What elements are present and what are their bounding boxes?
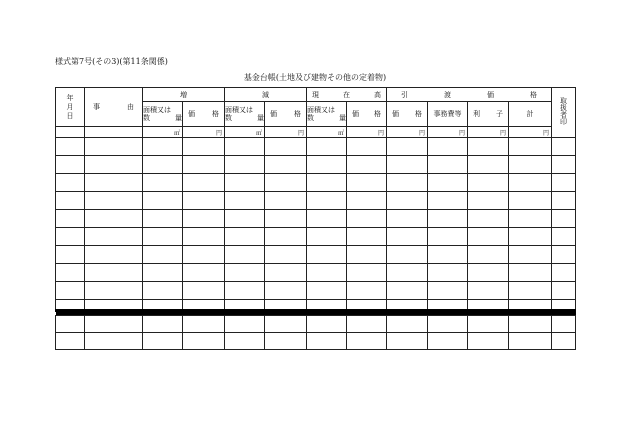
date-cell[interactable] (56, 127, 85, 138)
ledger-cell[interactable] (143, 228, 183, 246)
ledger-cell[interactable] (428, 264, 468, 282)
ledger-cell[interactable] (347, 300, 387, 311)
ledger-cell[interactable] (347, 174, 387, 192)
ledger-cell[interactable] (509, 210, 552, 228)
ledger-cell[interactable] (85, 138, 143, 156)
ledger-cell[interactable] (468, 210, 509, 228)
ledger-cell[interactable] (509, 246, 552, 264)
table-row (56, 246, 576, 264)
ledger-cell[interactable] (428, 138, 468, 156)
ledger-cell[interactable] (552, 264, 576, 282)
ledger-cell[interactable] (552, 333, 576, 350)
ledger-cell[interactable] (183, 156, 225, 174)
ledger-cell[interactable] (428, 156, 468, 174)
table-row (56, 228, 576, 246)
ledger-cell[interactable] (265, 300, 307, 311)
ledger-cell[interactable] (428, 316, 468, 333)
ledger-cell[interactable] (347, 192, 387, 210)
ledger-cell[interactable] (347, 246, 387, 264)
ledger-cell[interactable] (347, 264, 387, 282)
ledger-cell[interactable] (183, 174, 225, 192)
ledger-cell[interactable] (552, 174, 576, 192)
ledger-cell[interactable] (387, 316, 428, 333)
ledger-cell[interactable] (509, 192, 552, 210)
reason-cell[interactable] (85, 127, 143, 138)
ledger-cell[interactable] (143, 333, 183, 350)
ledger-cell[interactable] (85, 246, 143, 264)
table-row (56, 264, 576, 282)
ledger-cell[interactable] (56, 174, 85, 192)
ledger-cell[interactable] (225, 264, 265, 282)
ledger-cell[interactable] (143, 246, 183, 264)
ledger-cell[interactable] (225, 282, 265, 300)
table-row (56, 156, 576, 174)
ledger-cell[interactable] (265, 192, 307, 210)
ledger-cell[interactable] (509, 156, 552, 174)
ledger-cell[interactable] (56, 192, 85, 210)
transfer-price-header: 引 渡 価 格 (387, 88, 552, 102)
ledger-cell[interactable] (307, 192, 347, 210)
ledger-cell[interactable] (143, 282, 183, 300)
header-row-1 (56, 88, 576, 102)
ledger-cell[interactable] (225, 210, 265, 228)
ledger-cell[interactable] (183, 316, 225, 333)
ledger-cell[interactable] (509, 300, 552, 311)
ledger-cell[interactable] (225, 156, 265, 174)
ledger-cell[interactable] (225, 333, 265, 350)
ledger-cell[interactable] (183, 333, 225, 350)
ledger-cell[interactable] (552, 316, 576, 333)
ledger-cell[interactable] (387, 210, 428, 228)
ledger-cell[interactable] (552, 156, 576, 174)
ledger-cell[interactable] (183, 138, 225, 156)
ledger-cell[interactable] (143, 300, 183, 311)
ledger-cell[interactable] (265, 264, 307, 282)
ledger-cell[interactable] (428, 210, 468, 228)
ledger-cell[interactable] (85, 300, 143, 311)
ledger-cell[interactable] (143, 156, 183, 174)
ledger-cell[interactable] (552, 192, 576, 210)
ledger-cell[interactable] (307, 138, 347, 156)
ledger-cell[interactable] (387, 264, 428, 282)
fees-unit[interactable]: 円 (428, 127, 468, 138)
current-price-header: 価 格 (347, 102, 387, 127)
table-row (56, 316, 576, 333)
ledger-cell[interactable] (468, 192, 509, 210)
ledger-cell[interactable] (552, 228, 576, 246)
ledger-cell[interactable] (56, 333, 85, 350)
ledger-cell[interactable] (307, 156, 347, 174)
date-header: 年 月 日 (56, 88, 85, 127)
ledger-cell[interactable] (143, 138, 183, 156)
table-row (56, 282, 576, 300)
reason-header: 事 由 (85, 88, 143, 127)
ledger-cell[interactable] (265, 210, 307, 228)
ledger-cell[interactable] (468, 138, 509, 156)
ledger-cell[interactable] (265, 174, 307, 192)
ledger-cell[interactable] (265, 333, 307, 350)
ledger-cell[interactable] (307, 333, 347, 350)
ledger-cell[interactable] (225, 138, 265, 156)
ledger-cell[interactable] (347, 210, 387, 228)
increase-header: 増 (143, 88, 225, 102)
decrease-price-header: 価 格 (265, 102, 307, 127)
table-row (56, 300, 576, 311)
ledger-cell[interactable] (143, 210, 183, 228)
ledger-cell[interactable] (387, 282, 428, 300)
increase-price-header: 価 格 (183, 102, 225, 127)
ledger-cell[interactable] (347, 138, 387, 156)
ledger-cell[interactable] (265, 282, 307, 300)
interest-unit[interactable]: 円 (468, 127, 509, 138)
ledger-cell[interactable] (183, 192, 225, 210)
ledger-title: 基金台帳(土地及び建物その他の定着物) (243, 73, 387, 82)
ledger-cell[interactable] (225, 174, 265, 192)
ledger-cell[interactable] (183, 264, 225, 282)
ledger-cell[interactable] (428, 300, 468, 311)
ledger-cell[interactable] (428, 192, 468, 210)
ledger-cell[interactable] (56, 264, 85, 282)
ledger-cell[interactable] (85, 210, 143, 228)
ledger-cell[interactable] (85, 192, 143, 210)
ledger-cell[interactable] (468, 174, 509, 192)
ledger-cell[interactable] (307, 300, 347, 311)
ledger-cell[interactable] (225, 246, 265, 264)
ledger-cell[interactable] (509, 174, 552, 192)
ledger-cell[interactable] (509, 282, 552, 300)
ledger-cell[interactable] (183, 246, 225, 264)
form-number: 様式第7号(その3)(第11条関係) (55, 57, 168, 66)
ledger-cell[interactable] (428, 246, 468, 264)
ledger-cell[interactable] (265, 228, 307, 246)
ledger-cell[interactable] (468, 282, 509, 300)
handler-seal-header: 取扱者印 (552, 88, 576, 138)
ledger-cell[interactable] (56, 300, 85, 311)
ledger-cell[interactable] (428, 333, 468, 350)
ledger-cell[interactable] (56, 156, 85, 174)
ledger-cell[interactable] (265, 316, 307, 333)
ledger-cell[interactable] (183, 300, 225, 311)
current-balance-header: 現 在 高 (307, 88, 387, 102)
ledger-cell[interactable] (468, 300, 509, 311)
ledger-cell[interactable] (183, 228, 225, 246)
ledger-cell[interactable] (428, 282, 468, 300)
unit-row (56, 127, 576, 138)
ledger-cell[interactable] (428, 174, 468, 192)
table-row (56, 333, 576, 350)
ledger-cell[interactable] (85, 264, 143, 282)
ledger-cell[interactable] (143, 316, 183, 333)
interest-header: 利 子 (468, 102, 509, 127)
increase-area-unit[interactable]: ㎡ (143, 127, 183, 138)
ledger-cell[interactable] (307, 228, 347, 246)
ledger-cell[interactable] (56, 282, 85, 300)
ledger-cell[interactable] (468, 246, 509, 264)
decrease-header: 減 (225, 88, 307, 102)
ledger-cell[interactable] (307, 316, 347, 333)
fees-header: 事務費等 (428, 102, 468, 127)
ledger-cell[interactable] (509, 138, 552, 156)
ledger-cell[interactable] (347, 333, 387, 350)
ledger-cell[interactable] (56, 210, 85, 228)
increase-price-unit[interactable]: 円 (183, 127, 225, 138)
ledger-cell[interactable] (347, 228, 387, 246)
decrease-area-header: 面積又は 数 量 (225, 102, 265, 127)
ledger-cell[interactable] (307, 264, 347, 282)
ledger-cell[interactable] (509, 264, 552, 282)
ledger-cell[interactable] (552, 282, 576, 300)
ledger-cell[interactable] (143, 174, 183, 192)
increase-area-header: 面積又は 数 量 (143, 102, 183, 127)
ledger-cell[interactable] (56, 228, 85, 246)
ledger-cell[interactable] (347, 316, 387, 333)
transfer-price-col-header: 価 格 (387, 102, 428, 127)
ledger-cell[interactable] (387, 156, 428, 174)
ledger-cell[interactable] (85, 174, 143, 192)
ledger-cell[interactable] (468, 316, 509, 333)
ledger-cell[interactable] (552, 300, 576, 311)
ledger-cell[interactable] (509, 228, 552, 246)
ledger-cell[interactable] (265, 246, 307, 264)
ledger-cell[interactable] (307, 282, 347, 300)
ledger-cell[interactable] (347, 156, 387, 174)
decrease-price-unit[interactable]: 円 (265, 127, 307, 138)
ledger-cell[interactable] (552, 246, 576, 264)
ledger-cell[interactable] (387, 246, 428, 264)
ledger-cell[interactable] (265, 138, 307, 156)
ledger-cell[interactable] (85, 282, 143, 300)
ledger-cell[interactable] (307, 174, 347, 192)
ledger-cell[interactable] (265, 156, 307, 174)
ledger-cell[interactable] (225, 316, 265, 333)
table-row (56, 192, 576, 210)
ledger-cell[interactable] (387, 333, 428, 350)
ledger-cell[interactable] (225, 228, 265, 246)
ledger-cell[interactable] (387, 300, 428, 311)
ledger-cell[interactable] (387, 174, 428, 192)
current-area-header: 面積又は 数 量 (307, 102, 347, 127)
fund-ledger-table (55, 87, 576, 350)
ledger-cell[interactable] (85, 316, 143, 333)
ledger-cell[interactable] (307, 210, 347, 228)
ledger-cell[interactable] (56, 246, 85, 264)
ledger-cell[interactable] (468, 333, 509, 350)
ledger-cell[interactable] (56, 138, 85, 156)
ledger-cell[interactable] (143, 264, 183, 282)
transfer-price-unit[interactable]: 円 (387, 127, 428, 138)
ledger-cell[interactable] (387, 192, 428, 210)
ledger-cell[interactable] (387, 228, 428, 246)
ledger-cell[interactable] (85, 156, 143, 174)
ledger-cell[interactable] (143, 192, 183, 210)
ledger-cell[interactable] (509, 333, 552, 350)
ledger-cell[interactable] (387, 138, 428, 156)
current-area-unit[interactable]: ㎡ (307, 127, 347, 138)
ledger-cell[interactable] (552, 210, 576, 228)
ledger-cell[interactable] (85, 228, 143, 246)
ledger-cell[interactable] (225, 192, 265, 210)
total-header: 計 (509, 102, 552, 127)
ledger-cell[interactable] (183, 282, 225, 300)
ledger-cell[interactable] (183, 210, 225, 228)
table-row (56, 210, 576, 228)
ledger-cell[interactable] (552, 138, 576, 156)
table-row (56, 138, 576, 156)
ledger-cell[interactable] (428, 228, 468, 246)
ledger-cell[interactable] (509, 316, 552, 333)
table-row (56, 174, 576, 192)
total-unit[interactable]: 円 (509, 127, 552, 138)
decrease-area-unit[interactable]: ㎡ (225, 127, 265, 138)
ledger-cell[interactable] (347, 282, 387, 300)
current-price-unit[interactable]: 円 (347, 127, 387, 138)
ledger-cell[interactable] (225, 300, 265, 311)
ledger-cell[interactable] (56, 316, 85, 333)
ledger-cell[interactable] (307, 246, 347, 264)
ledger-cell[interactable] (468, 228, 509, 246)
ledger-cell[interactable] (468, 264, 509, 282)
ledger-cell[interactable] (85, 333, 143, 350)
ledger-cell[interactable] (468, 156, 509, 174)
